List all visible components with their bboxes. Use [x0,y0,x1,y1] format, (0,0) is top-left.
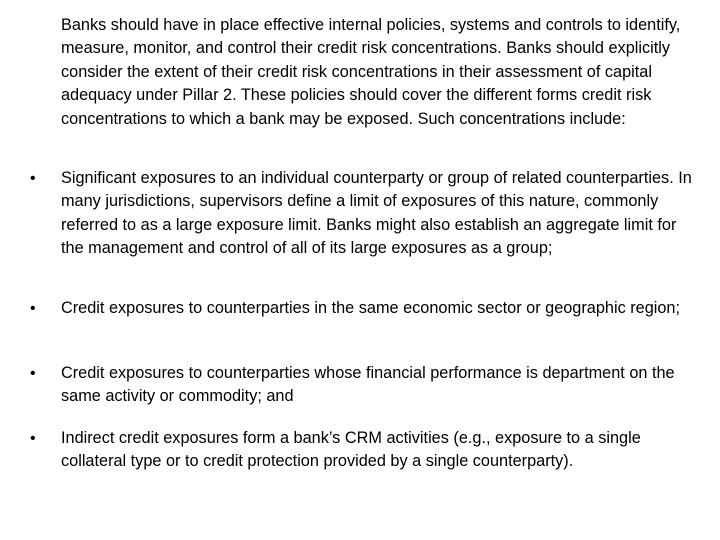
list-item-text: Significant exposures to an individual counterparty or group of related counterparties. In many jurisdictions, supervisors define a limit of exposures of this nature, commonly referred to as a large exposure limit. Banks might also establish an aggregate limit for the management and control of all of its large exposures as a group; [61,169,692,258]
intro-paragraph: Banks should have in place effective internal policies, systems and controls to identify, measure, monitor, and control their credit risk concentrations. Banks should explicitly consider the extent of their credit risk concentrations in their assessment of capital adequacy under Pillar 2. These policies should cover the different forms credit risk concentrations to which a bank may be exposed. Such concentrations include: [61,16,681,128]
bullet-icon: • [30,170,36,187]
list-item-text: Credit exposures to counterparties in the same economic sector or geographic region; [61,299,681,317]
bullet-icon: • [30,300,36,317]
list-item-text: Indirect credit exposures form a bank’s CRM activities (e.g., exposure to a single collateral type or to credit protection provided by a single counterparty). [61,429,641,471]
bullet-icon: • [30,365,36,382]
list-item-text: Credit exposures to counterparties whose financial performance is department on the same activity or commodity; and [61,364,675,406]
bullet-icon: • [30,430,36,447]
